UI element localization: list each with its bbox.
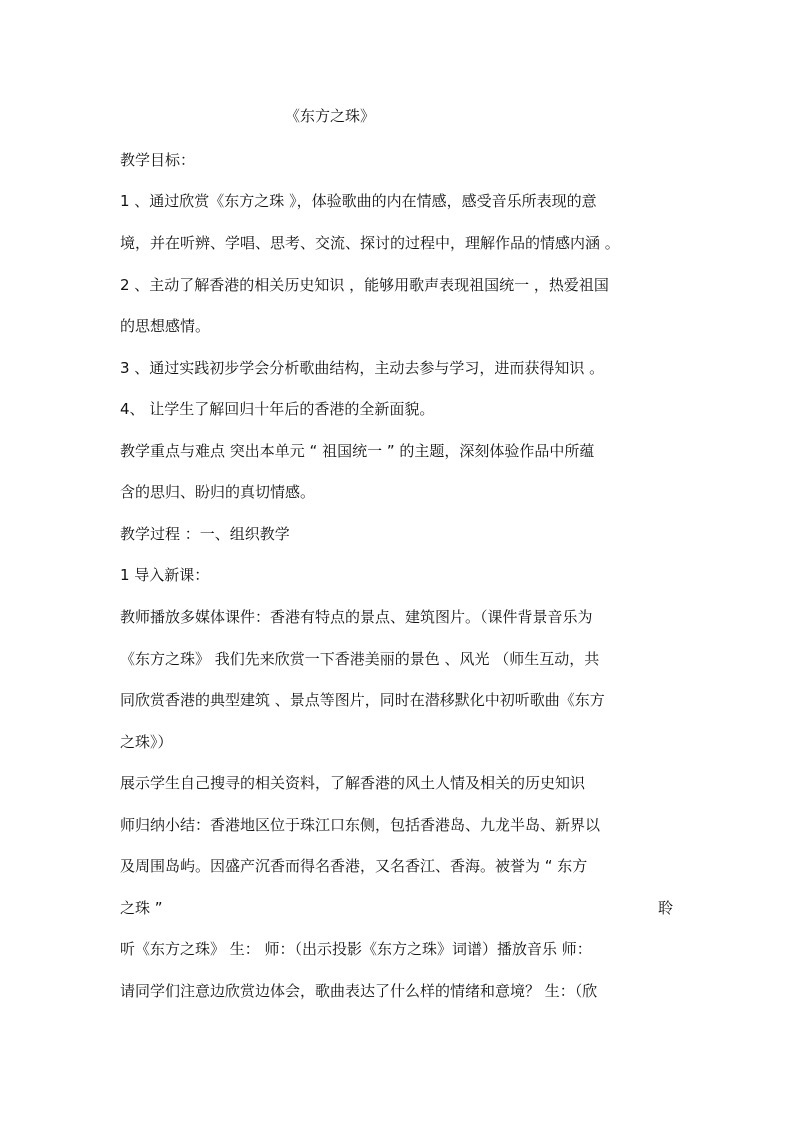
text-line: 之珠》） <box>120 733 173 751</box>
text-line: 同欣赏香港的典型建筑 、景点等图片，同时在潜移默化中初听歌曲《东方 <box>120 691 605 709</box>
text-line: 2 、主动了解香港的相关历史知识 ，能够用歌声表现祖国统一 ，热爱祖国 <box>120 276 609 294</box>
text-line: 4、 让学生了解回归十年后的香港的全新面貌。 <box>120 400 435 418</box>
text-line: 师归纳小结：香港地区位于珠江口东侧，包括香港岛、九龙半岛、新界以 <box>120 816 601 834</box>
text-line: 境，并在听辨、学唱、思考、交流、探讨的过程中，理解作品的情感内涵 。 <box>120 234 620 252</box>
text-line: 之珠 ” <box>120 899 163 917</box>
text-line: 含的思归、盼归的真切情感。 <box>120 483 316 501</box>
text-line: 《东方之珠》 我们先来欣赏一下香港美丽的景色 、风光 （师生互动，共 <box>120 650 600 668</box>
text-line: 教师播放多媒体课件：香港有特点的景点、建筑图片。（课件背景音乐为 <box>120 608 593 626</box>
text-line: 听《东方之珠》 生： 师：（出示投影《东方之珠》词谱）播放音乐 师： <box>120 940 592 958</box>
section-heading-objectives: 教学目标： <box>120 151 196 169</box>
text-line: 聆 <box>657 899 673 917</box>
text-line: 教学重点与难点 突出本单元 “ 祖国统一 ” 的主题，深刻体验作品中所蕴 <box>120 442 595 460</box>
text-line: 展示学生自己搜寻的相关资料，了解香港的风土人情及相关的历史知识 <box>120 774 586 792</box>
text-line: 1 、通过欣赏《东方之珠 》，体验歌曲的内在情感，感受音乐所表现的意 <box>120 192 597 210</box>
text-line: 教学过程 ：一、组织教学 <box>120 525 290 543</box>
text-line: 及周围岛屿。因盛产沉香而得名香港，又名香江、香海。被誉为 “ 东方 <box>120 857 588 875</box>
text-line: 的思想感情。 <box>120 317 211 335</box>
doc-title: 《东方之珠》 <box>285 107 376 125</box>
text-line: 3 、通过实践初步学会分析歌曲结构，主动去参与学习，进而获得知识 。 <box>120 359 605 377</box>
text-line: 请同学们注意边欣赏边体会，歌曲表达了什么样的情绪和意境？ 生：（欣 <box>120 982 598 1000</box>
text-line: 1 导入新课： <box>120 566 210 584</box>
